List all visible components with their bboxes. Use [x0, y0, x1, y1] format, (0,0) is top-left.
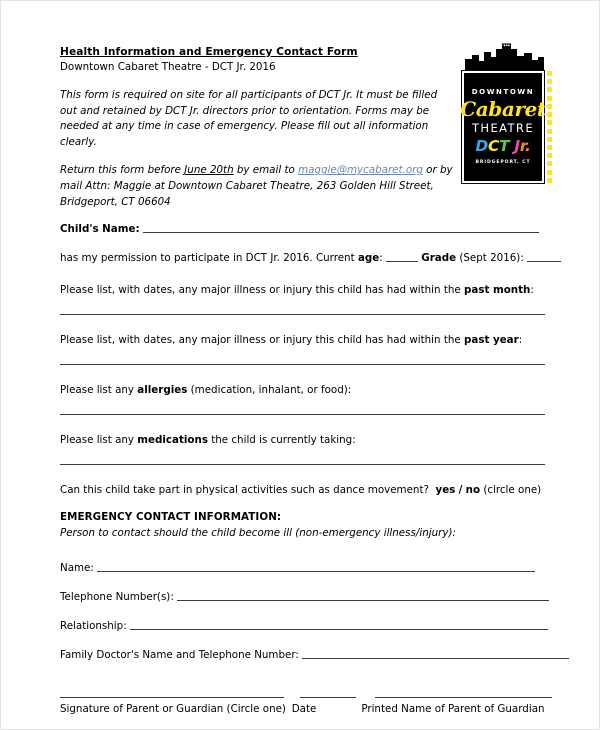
logo-cabaret-text: Cabaret [460, 96, 546, 121]
illness-past-month-answer-line[interactable] [60, 314, 545, 315]
logo-dct-letter-t: T [499, 136, 510, 155]
illness-past-year-question [60, 333, 552, 347]
marquee-bulb [547, 120, 552, 125]
illness-past-month-question [60, 283, 552, 297]
page-title: Health Information and Emergency Contact Form [60, 46, 358, 58]
signature-label-row [60, 702, 552, 716]
physical-activity-row [60, 483, 552, 497]
page-subtitle: Downtown Cabaret Theatre - DCT Jr. 2016 [60, 61, 276, 73]
permission-row [60, 251, 552, 265]
grade-label: Grade [421, 252, 457, 265]
grade-input[interactable] [527, 261, 561, 262]
return-suffix-text: or by mail Attn: Maggie at Downtown Cabaret Theatre, 263 Golden Hill Street, Bridgeport, CT 06604 [60, 164, 453, 208]
printed-name-input-line[interactable] [375, 697, 552, 698]
family-doctor-input[interactable] [302, 658, 569, 659]
email-link[interactable]: maggie@mycabaret.org [298, 164, 423, 177]
child-name-input[interactable] [143, 232, 539, 233]
child-name-row [60, 222, 552, 236]
marquee-bulb [547, 79, 552, 84]
no-option[interactable]: no [465, 484, 481, 497]
medications-detail: the child is currently taking: [207, 434, 356, 447]
medications-emphasis: medications [137, 434, 208, 447]
age-label: age [357, 252, 380, 265]
circle-one-hint: (circle one) [483, 484, 542, 497]
logo-dct-letter-d: D [475, 136, 488, 155]
illness-year-text: Please list, with dates, any major illness or injury this child has had within the [60, 334, 465, 347]
medications-question [60, 433, 552, 447]
age-colon: : [379, 252, 383, 265]
logo-dct-letter-r: r. [519, 136, 531, 155]
marquee-bulb [547, 137, 552, 142]
emergency-name-input[interactable] [97, 571, 535, 572]
marquee-bulb [547, 129, 552, 134]
illness-month-colon: : [530, 284, 534, 297]
return-middle-text: by email to [233, 164, 299, 177]
physical-activity-question: Can this child take part in physical activities such as dance movement? [60, 484, 429, 497]
illness-month-text: Please list, with dates, any major illness or injury this child has had within the [60, 284, 465, 297]
printed-name-label: Printed Name of Parent of Guardian [361, 703, 545, 716]
emergency-section-heading: EMERGENCY CONTACT INFORMATION: [60, 511, 282, 524]
yes-option[interactable]: yes [435, 484, 456, 497]
family-doctor-label: Family Doctor's Name and Telephone Number: [60, 649, 299, 662]
illness-year-colon: : [518, 334, 523, 347]
emergency-name-row [60, 561, 552, 575]
illness-past-year-answer-line[interactable] [60, 364, 545, 365]
age-input[interactable] [386, 261, 418, 262]
return-prefix-text: Return this form before [60, 164, 185, 177]
marquee-bulb [547, 153, 552, 158]
signature-block [60, 697, 552, 716]
deadline-date: June 20th [184, 164, 234, 177]
return-instructions [60, 163, 455, 210]
emergency-telephone-label: Telephone Number(s): [60, 591, 174, 604]
emergency-section-subheading: Person to contact should the child become ill (non-emergency illness/injury): [60, 527, 456, 540]
marquee-bulb [547, 170, 552, 175]
header-text-block [60, 45, 455, 210]
logo-dct-jr-text [475, 138, 530, 155]
marquee-bulb [547, 161, 552, 166]
emergency-relationship-row [60, 619, 552, 633]
logo-dct-letter-c: C [487, 136, 500, 155]
emergency-name-label: Name: [60, 562, 94, 575]
intro-paragraph: This form is required on site for all participants of DCT Jr. It must be filled out and retained by DCT Jr. directors prior to orientation. Forms may be needed at any time in case of emergency. Please fill out all information clearly. [60, 89, 438, 148]
date-label: Date [291, 703, 317, 716]
dct-logo [462, 43, 554, 183]
emergency-telephone-row [60, 590, 552, 604]
document-header [60, 45, 552, 210]
logo-city-text: BRIDGEPORT, CT [475, 159, 531, 165]
signature-rule-row [60, 697, 552, 698]
marquee-bulb [547, 104, 552, 109]
logo-theatre-text: THEATRE [472, 120, 534, 135]
allergies-text: Please list any [60, 384, 138, 397]
document-sheet [1, 1, 599, 729]
marquee-bulb [547, 145, 552, 150]
family-doctor-row [60, 648, 552, 662]
logo-inner-content [460, 73, 546, 181]
logo-marquee-panel [462, 71, 544, 183]
marquee-bulb [547, 96, 552, 101]
logo-dct-letter-j: J [514, 136, 520, 155]
marquee-bulb [547, 178, 552, 183]
grade-note: (Sept 2016): [456, 252, 524, 265]
marquee-bulbs-decoration [544, 69, 554, 185]
signature-input-line[interactable] [60, 697, 284, 698]
medications-answer-line[interactable] [60, 464, 545, 465]
emergency-relationship-input[interactable] [130, 629, 548, 630]
emergency-relationship-label: Relationship: [60, 620, 127, 633]
form-body [60, 222, 552, 716]
illness-year-emphasis: past year [464, 334, 519, 347]
marquee-bulb [547, 112, 552, 117]
logo-downtown-text: DOWNTOWN [471, 87, 535, 96]
allergies-detail: (medication, inhalant, or food): [187, 384, 352, 397]
permission-text: has my permission to participate in DCT Jr. 2016. Current [60, 252, 358, 265]
medications-text: Please list any [60, 434, 138, 447]
option-separator: / [458, 484, 463, 497]
allergies-question [60, 383, 552, 397]
emergency-telephone-input[interactable] [177, 600, 549, 601]
allergies-answer-line[interactable] [60, 414, 545, 415]
signature-label: Signature of Parent or Guardian (Circle one) [60, 703, 286, 716]
allergies-emphasis: allergies [137, 384, 188, 397]
marquee-bulb [547, 71, 552, 76]
date-input-line[interactable] [300, 697, 356, 698]
marquee-bulb [547, 87, 552, 92]
illness-month-emphasis: past month [464, 284, 531, 297]
child-name-label: Child's Name: [60, 223, 140, 236]
